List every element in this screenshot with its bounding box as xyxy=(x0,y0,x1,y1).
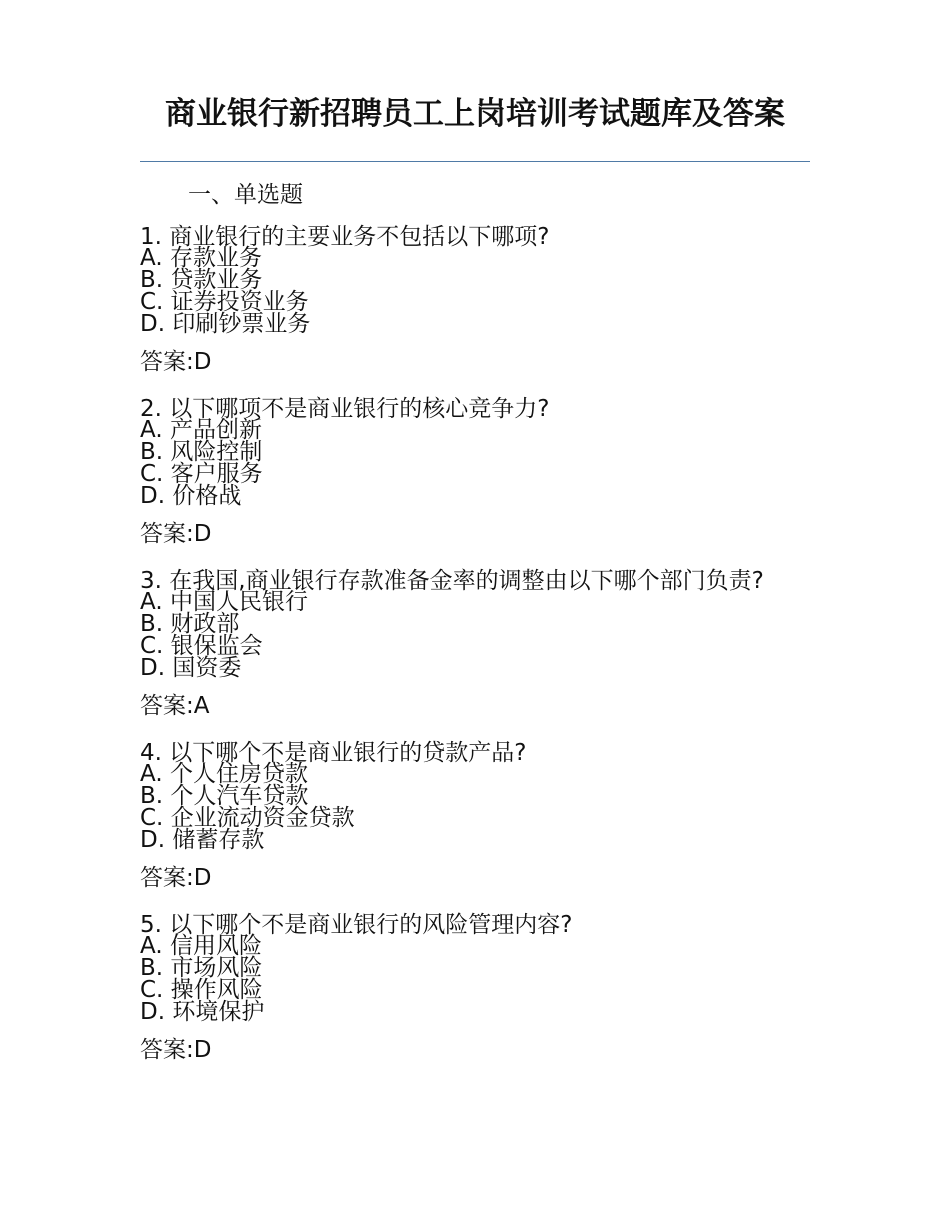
question-list xyxy=(140,223,810,1083)
option-d: D. 价格战 xyxy=(140,483,242,509)
option-b: B. 财政部 xyxy=(140,611,240,637)
section-heading: 一、单选题 xyxy=(188,182,303,208)
question-stem: 1. 商业银行的主要业务不包括以下哪项? xyxy=(140,224,550,250)
option-c: C. 企业流动资金贷款 xyxy=(140,805,355,831)
option-b: B. 贷款业务 xyxy=(140,267,263,293)
option-c: C. 银保监会 xyxy=(140,633,263,659)
title-underline xyxy=(140,161,810,162)
option-list xyxy=(140,247,810,335)
answer-line: 答案:D xyxy=(140,865,212,891)
option-d: D. 环境保护 xyxy=(140,999,265,1025)
option-b: B. 市场风险 xyxy=(140,955,263,981)
option-a: A. 信用风险 xyxy=(140,933,262,959)
option-a: A. 存款业务 xyxy=(140,245,262,271)
option-a: A. 中国人民银行 xyxy=(140,589,308,615)
question-stem: 4. 以下哪个不是商业银行的贷款产品? xyxy=(140,740,527,766)
question-stem: 2. 以下哪项不是商业银行的核心竞争力? xyxy=(140,396,550,422)
question-1 xyxy=(140,223,810,377)
option-d: D. 国资委 xyxy=(140,655,242,681)
option-d: D. 印刷钞票业务 xyxy=(140,311,311,337)
option-b: B. 个人汽车贷款 xyxy=(140,783,309,809)
answer-line: 答案:D xyxy=(140,521,212,547)
question-4 xyxy=(140,739,810,893)
question-stem: 3. 在我国,商业银行存款准备金率的调整由以下哪个部门负责? xyxy=(140,568,764,594)
question-3 xyxy=(140,567,810,721)
option-a: A. 产品创新 xyxy=(140,417,262,443)
question-2 xyxy=(140,395,810,549)
document-title: 商业银行新招聘员工上岗培训考试题库及答案 xyxy=(165,96,785,132)
question-5 xyxy=(140,911,810,1065)
answer-line: 答案:A xyxy=(140,693,210,719)
option-d: D. 储蓄存款 xyxy=(140,827,265,853)
option-a: A. 个人住房贷款 xyxy=(140,761,308,787)
option-c: C. 客户服务 xyxy=(140,461,263,487)
answer-line: 答案:D xyxy=(140,1037,212,1063)
option-list xyxy=(140,591,810,679)
option-list xyxy=(140,935,810,1023)
option-c: C. 证券投资业务 xyxy=(140,289,309,315)
question-stem: 5. 以下哪个不是商业银行的风险管理内容? xyxy=(140,912,573,938)
option-list xyxy=(140,763,810,851)
option-c: C. 操作风险 xyxy=(140,977,263,1003)
option-list xyxy=(140,419,810,507)
answer-line: 答案:D xyxy=(140,349,212,375)
option-b: B. 风险控制 xyxy=(140,439,263,465)
